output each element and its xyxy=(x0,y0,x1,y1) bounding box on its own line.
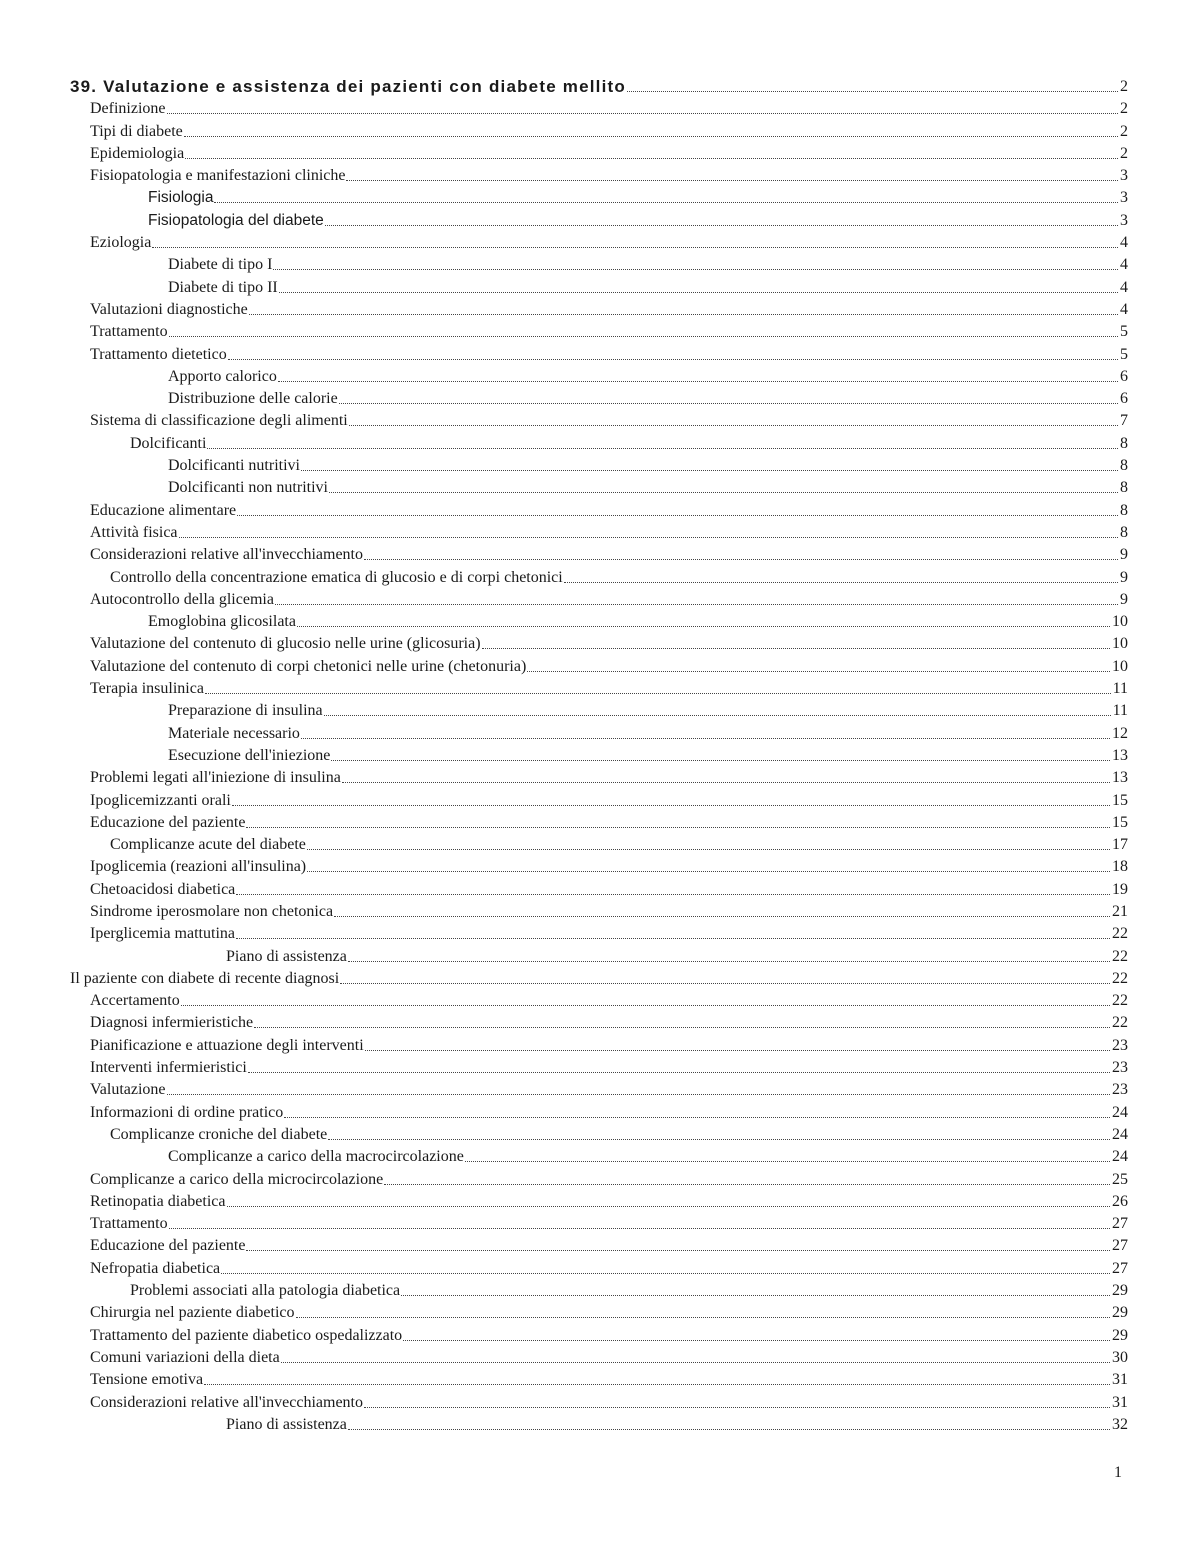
dot-leader xyxy=(254,1026,1110,1028)
toc-entry[interactable] xyxy=(70,1032,1128,1054)
toc-entry-text: Valutazione del contenuto di corpi chetonici nelle urine (chetonuria) xyxy=(90,657,527,675)
toc-entry-text: Problemi associati alla patologia diabetica xyxy=(130,1282,401,1300)
toc-entry-page: 8 xyxy=(1120,523,1128,541)
toc-entry-text: Piano di assistenza xyxy=(226,1415,347,1433)
toc-entry-text: Materiale necessario xyxy=(168,724,300,742)
toc-entry-text: Complicanze a carico della macrocircolazione xyxy=(168,1148,464,1166)
toc-entry-text: Educazione del paziente xyxy=(90,1237,246,1255)
toc-entry-text: Interventi infermieristici xyxy=(90,1059,247,1077)
toc-entry-page: 5 xyxy=(1120,323,1128,341)
dot-leader xyxy=(169,335,1118,337)
toc-entry[interactable] xyxy=(70,653,1128,675)
toc-entry[interactable] xyxy=(70,787,1128,809)
toc-entry[interactable] xyxy=(70,1166,1128,1188)
toc-entry-page: 22 xyxy=(1112,925,1128,943)
toc-entry[interactable] xyxy=(70,631,1128,653)
toc-entry[interactable] xyxy=(70,564,1128,586)
toc-entry-page: 25 xyxy=(1112,1170,1128,1188)
toc-entry-page: 4 xyxy=(1120,234,1128,252)
dot-leader xyxy=(403,1339,1110,1341)
dot-leader xyxy=(278,380,1118,382)
toc-entry[interactable] xyxy=(70,1211,1128,1233)
toc-entry-page: 6 xyxy=(1120,367,1128,385)
toc-entry-text: Controllo della concentrazione ematica di glucosio e di corpi chetonici xyxy=(110,568,563,586)
toc-entry-text: Complicanze croniche del diabete xyxy=(110,1125,328,1143)
toc-entry[interactable] xyxy=(70,274,1128,296)
toc-entry-text: Autocontrollo della glicemia xyxy=(90,590,274,608)
toc-entry-text: Emoglobina glicosilata xyxy=(148,613,296,631)
toc-entry-page: 4 xyxy=(1120,300,1128,318)
toc-entry-page: 15 xyxy=(1112,813,1128,831)
dot-leader xyxy=(236,937,1110,939)
toc-entry-text: Iperglicemia mattutina xyxy=(90,925,235,943)
dot-leader xyxy=(248,1071,1110,1073)
dot-leader xyxy=(301,469,1118,471)
toc-entry[interactable] xyxy=(70,207,1128,229)
toc-entry-page: 9 xyxy=(1120,590,1128,608)
toc-entry[interactable] xyxy=(70,966,1128,988)
toc-entry-text: Ipoglicemizzanti orali xyxy=(90,791,231,809)
dot-leader xyxy=(249,313,1118,315)
toc-entry-page: 24 xyxy=(1112,1125,1128,1143)
toc-entry-page: 9 xyxy=(1120,546,1128,564)
dot-leader xyxy=(181,1004,1110,1006)
toc-entry-page: 19 xyxy=(1112,880,1128,898)
toc-entry-page: 11 xyxy=(1112,702,1128,720)
toc-entry[interactable] xyxy=(70,943,1128,965)
toc-entry-text: Diagnosi infermieristiche xyxy=(90,1014,254,1032)
toc-entry[interactable] xyxy=(70,743,1128,765)
toc-entry[interactable] xyxy=(70,141,1128,163)
toc-entry-text: Dolcificanti nutritivi xyxy=(168,457,300,475)
toc-title-entry[interactable] xyxy=(70,73,1128,96)
toc-entry[interactable] xyxy=(70,720,1128,742)
toc-entry[interactable] xyxy=(70,988,1128,1010)
toc-entry-text: Informazioni di ordine pratico xyxy=(90,1103,284,1121)
toc-entry-page: 8 xyxy=(1120,501,1128,519)
toc-entry-text: Dolcificanti xyxy=(130,434,207,452)
dot-leader xyxy=(273,268,1118,270)
toc-entry[interactable] xyxy=(70,1099,1128,1121)
dot-leader xyxy=(152,246,1118,248)
toc-entry-text: Chetoacidosi diabetica xyxy=(90,880,236,898)
toc-entry-text: Nefropatia diabetica xyxy=(90,1259,221,1277)
toc-entry-text: Tipi di diabete xyxy=(90,122,183,140)
toc-entry[interactable] xyxy=(70,252,1128,274)
toc-entry-page: 13 xyxy=(1112,746,1128,764)
toc-entry-page: 8 xyxy=(1120,479,1128,497)
toc-entry[interactable] xyxy=(70,453,1128,475)
dot-leader xyxy=(275,603,1118,605)
toc-entry[interactable] xyxy=(70,475,1128,497)
toc-entry-text: Retinopatia diabetica xyxy=(90,1192,226,1210)
toc-entry-text: Fisiopatologia e manifestazioni cliniche xyxy=(90,167,346,185)
toc-entry[interactable] xyxy=(70,1367,1128,1389)
toc-entry-text: Accertamento xyxy=(90,992,180,1010)
toc-entry[interactable] xyxy=(70,430,1128,452)
toc-entry-text: Complicanze a carico della microcircolazione xyxy=(90,1170,384,1188)
dot-leader xyxy=(331,759,1110,761)
toc-entry-page: 8 xyxy=(1120,457,1128,475)
dot-leader xyxy=(297,625,1110,627)
dot-leader xyxy=(237,514,1118,516)
toc-entry-text: Epidemiologia xyxy=(90,144,185,162)
dot-leader xyxy=(365,1049,1110,1051)
dot-leader xyxy=(284,1116,1110,1118)
dot-leader xyxy=(564,581,1118,583)
toc-entry[interactable] xyxy=(70,1144,1128,1166)
dot-leader xyxy=(342,781,1110,783)
toc-entry-text: Fisiopatologia del diabete xyxy=(148,211,324,229)
dot-leader xyxy=(364,1406,1110,1408)
toc-entry-page: 32 xyxy=(1112,1415,1128,1433)
toc-entry[interactable] xyxy=(70,698,1128,720)
dot-leader xyxy=(236,893,1110,895)
dot-leader xyxy=(204,1383,1110,1385)
toc-entry[interactable] xyxy=(70,1055,1128,1077)
toc-entry-text: Valutazione del contenuto di glucosio nelle urine (glicosuria) xyxy=(90,635,481,653)
dot-leader xyxy=(346,179,1118,181)
toc-entry-page: 31 xyxy=(1112,1371,1128,1389)
dot-leader xyxy=(167,1093,1110,1095)
dot-leader xyxy=(246,826,1110,828)
toc-entry-page: 10 xyxy=(1112,613,1128,631)
dot-leader xyxy=(228,358,1118,360)
toc-entry-page: 4 xyxy=(1120,278,1128,296)
toc-entry[interactable] xyxy=(70,899,1128,921)
toc-entry-text: Definizione xyxy=(90,100,166,118)
toc-entry[interactable] xyxy=(70,1278,1128,1300)
toc-entry[interactable] xyxy=(70,520,1128,542)
toc-entry-text: Dolcificanti non nutritivi xyxy=(168,479,328,497)
toc-entry[interactable] xyxy=(70,96,1128,118)
toc-entry-page: 30 xyxy=(1112,1348,1128,1366)
toc-entry-text: Terapia insulinica xyxy=(90,680,204,698)
toc-entry-page: 15 xyxy=(1112,791,1128,809)
toc-entry-page: 8 xyxy=(1120,434,1128,452)
toc-entry-text: Trattamento dietetico xyxy=(90,345,227,363)
dot-leader xyxy=(184,135,1118,137)
toc-entry-page: 23 xyxy=(1112,1081,1128,1099)
toc-entry-text: Educazione alimentare xyxy=(90,501,237,519)
toc-entry-page: 4 xyxy=(1120,256,1128,274)
toc-entry-text: Considerazioni relative all'invecchiamento xyxy=(90,546,363,564)
toc-entry[interactable] xyxy=(70,1189,1128,1211)
toc-entry[interactable] xyxy=(70,1077,1128,1099)
toc-entry-page: 6 xyxy=(1120,390,1128,408)
toc-entry-page: 5 xyxy=(1120,345,1128,363)
dot-leader xyxy=(348,1428,1110,1430)
toc-title-page: 2 xyxy=(1120,78,1128,95)
toc-entry-page: 9 xyxy=(1120,568,1128,586)
toc-entry[interactable] xyxy=(70,765,1128,787)
toc-entry-page: 29 xyxy=(1112,1304,1128,1322)
dot-leader xyxy=(246,1249,1110,1251)
toc-entry[interactable] xyxy=(70,118,1128,140)
dot-leader xyxy=(334,915,1110,917)
dot-leader xyxy=(340,982,1110,984)
toc-entry-text: Eziologia xyxy=(90,234,152,252)
dot-leader xyxy=(527,670,1110,672)
toc-entry-text: Valutazione xyxy=(90,1081,166,1099)
dot-leader xyxy=(307,848,1110,850)
toc-entry[interactable] xyxy=(70,1300,1128,1322)
dot-leader xyxy=(627,90,1118,92)
toc-entry[interactable] xyxy=(70,408,1128,430)
dot-leader xyxy=(232,804,1110,806)
dot-leader xyxy=(185,157,1118,159)
toc-entry-page: 2 xyxy=(1120,122,1128,140)
toc-entry-text: Fisiologia xyxy=(148,189,214,207)
dot-leader xyxy=(325,224,1118,226)
dot-leader xyxy=(324,714,1111,716)
toc-entry-page: 22 xyxy=(1112,992,1128,1010)
dot-leader xyxy=(339,402,1118,404)
toc-entry-page: 10 xyxy=(1112,657,1128,675)
dot-leader xyxy=(348,960,1110,962)
toc-entry[interactable] xyxy=(70,341,1128,363)
dot-leader xyxy=(221,1272,1110,1274)
toc-entry[interactable] xyxy=(70,1389,1128,1411)
toc-entry[interactable] xyxy=(70,1233,1128,1255)
toc-entry-page: 22 xyxy=(1112,1014,1128,1032)
toc-entry-page: 11 xyxy=(1112,680,1128,698)
toc-entry-page: 22 xyxy=(1112,947,1128,965)
toc-entry-text: Complicanze acute del diabete xyxy=(110,836,306,854)
toc-entry[interactable] xyxy=(70,609,1128,631)
toc-entry[interactable] xyxy=(70,1322,1128,1344)
toc-entry-page: 24 xyxy=(1112,1103,1128,1121)
dot-leader xyxy=(179,536,1118,538)
toc-entry[interactable] xyxy=(70,810,1128,832)
toc-entry-page: 22 xyxy=(1112,969,1128,987)
dot-leader xyxy=(328,1138,1110,1140)
dot-leader xyxy=(329,491,1118,493)
toc-entry[interactable] xyxy=(70,1255,1128,1277)
toc-entry-text: Diabete di tipo II xyxy=(168,278,278,296)
toc-entry-page: 18 xyxy=(1112,858,1128,876)
toc-entry-text: Apporto calorico xyxy=(168,367,277,385)
toc-entry[interactable] xyxy=(70,587,1128,609)
table-of-contents xyxy=(70,73,1128,1434)
toc-entry-text: Preparazione di insulina xyxy=(168,702,323,720)
toc-entry[interactable] xyxy=(70,386,1128,408)
toc-entry-page: 27 xyxy=(1112,1259,1128,1277)
toc-entry[interactable] xyxy=(70,297,1128,319)
toc-entry-text: Diabete di tipo I xyxy=(168,256,273,274)
dot-leader xyxy=(465,1160,1110,1162)
toc-entry-page: 13 xyxy=(1112,769,1128,787)
toc-entry[interactable] xyxy=(70,1412,1128,1434)
toc-entry[interactable] xyxy=(70,1122,1128,1144)
toc-entry-page: 29 xyxy=(1112,1282,1128,1300)
toc-entry[interactable] xyxy=(70,185,1128,207)
dot-leader xyxy=(401,1294,1110,1296)
toc-entry-page: 2 xyxy=(1120,100,1128,118)
toc-entry-page: 2 xyxy=(1120,144,1128,162)
toc-entry-text: Esecuzione dell'iniezione xyxy=(168,746,331,764)
toc-entry[interactable] xyxy=(70,1345,1128,1367)
dot-leader xyxy=(169,1227,1110,1229)
dot-leader xyxy=(307,870,1110,872)
toc-entry[interactable] xyxy=(70,163,1128,185)
dot-leader xyxy=(279,291,1118,293)
toc-entry-text: Valutazioni diagnostiche xyxy=(90,300,248,318)
toc-entry-text: Trattamento xyxy=(90,323,168,341)
toc-entry-page: 23 xyxy=(1112,1036,1128,1054)
toc-entry-page: 21 xyxy=(1112,902,1128,920)
toc-entry-text: Educazione del paziente xyxy=(90,813,246,831)
toc-entry[interactable] xyxy=(70,854,1128,876)
dot-leader xyxy=(384,1183,1110,1185)
toc-entry-text: Distribuzione delle calorie xyxy=(168,390,338,408)
dot-leader xyxy=(296,1316,1110,1318)
toc-entry-text: Sindrome iperosmolare non chetonica xyxy=(90,902,334,920)
toc-entry[interactable] xyxy=(70,921,1128,943)
dot-leader xyxy=(349,424,1118,426)
dot-leader xyxy=(167,112,1118,114)
toc-entry-text: Trattamento del paziente diabetico ospedalizzato xyxy=(90,1326,403,1344)
toc-entry-page: 29 xyxy=(1112,1326,1128,1344)
toc-entry-text: Trattamento xyxy=(90,1215,168,1233)
toc-entry-page: 26 xyxy=(1112,1192,1128,1210)
toc-entry-text: Pianificazione e attuazione degli interventi xyxy=(90,1036,364,1054)
toc-entry[interactable] xyxy=(70,876,1128,898)
toc-entry-page: 3 xyxy=(1120,189,1128,207)
toc-entry-text: Comuni variazioni della dieta xyxy=(90,1348,280,1366)
dot-leader xyxy=(214,201,1118,203)
toc-entry-text: Ipoglicemia (reazioni all'insulina) xyxy=(90,858,307,876)
toc-entry-page: 12 xyxy=(1112,724,1128,742)
toc-entry[interactable] xyxy=(70,676,1128,698)
toc-title: 39. Valutazione e assistenza dei pazienti con diabete mellito xyxy=(70,77,626,96)
toc-entry[interactable] xyxy=(70,497,1128,519)
toc-entry-page: 3 xyxy=(1120,211,1128,229)
toc-entry[interactable] xyxy=(70,832,1128,854)
toc-entry-text: Attività fisica xyxy=(90,523,178,541)
toc-entry[interactable] xyxy=(70,1010,1128,1032)
toc-entry-text: Sistema di classificazione degli alimenti xyxy=(90,412,348,430)
toc-entry[interactable] xyxy=(70,542,1128,564)
dot-leader xyxy=(205,692,1111,694)
dot-leader xyxy=(281,1361,1110,1363)
dot-leader xyxy=(364,558,1118,560)
dot-leader xyxy=(207,447,1118,449)
toc-entry-page: 31 xyxy=(1112,1393,1128,1411)
toc-entry-text: Considerazioni relative all'invecchiamento xyxy=(90,1393,363,1411)
toc-entry-page: 27 xyxy=(1112,1215,1128,1233)
toc-entry-page: 7 xyxy=(1120,412,1128,430)
toc-entry-page: 23 xyxy=(1112,1059,1128,1077)
dot-leader xyxy=(227,1205,1111,1207)
page-number: 1 xyxy=(1114,1464,1122,1481)
toc-entry-text: Il paziente con diabete di recente diagnosi xyxy=(70,969,340,987)
toc-entry-page: 24 xyxy=(1112,1148,1128,1166)
toc-entry-page: 27 xyxy=(1112,1237,1128,1255)
toc-entry-page: 3 xyxy=(1120,167,1128,185)
toc-entry-page: 17 xyxy=(1112,836,1128,854)
dot-leader xyxy=(301,737,1110,739)
toc-entry-text: Tensione emotiva xyxy=(90,1371,204,1389)
toc-entry[interactable] xyxy=(70,230,1128,252)
toc-entry[interactable] xyxy=(70,364,1128,386)
toc-entry-page: 10 xyxy=(1112,635,1128,653)
toc-entry-text: Problemi legati all'iniezione di insulina xyxy=(90,769,341,787)
toc-entry-text: Chirurgia nel paziente diabetico xyxy=(90,1304,295,1322)
toc-entry[interactable] xyxy=(70,319,1128,341)
toc-entry-text: Piano di assistenza xyxy=(226,947,347,965)
dot-leader xyxy=(482,647,1110,649)
